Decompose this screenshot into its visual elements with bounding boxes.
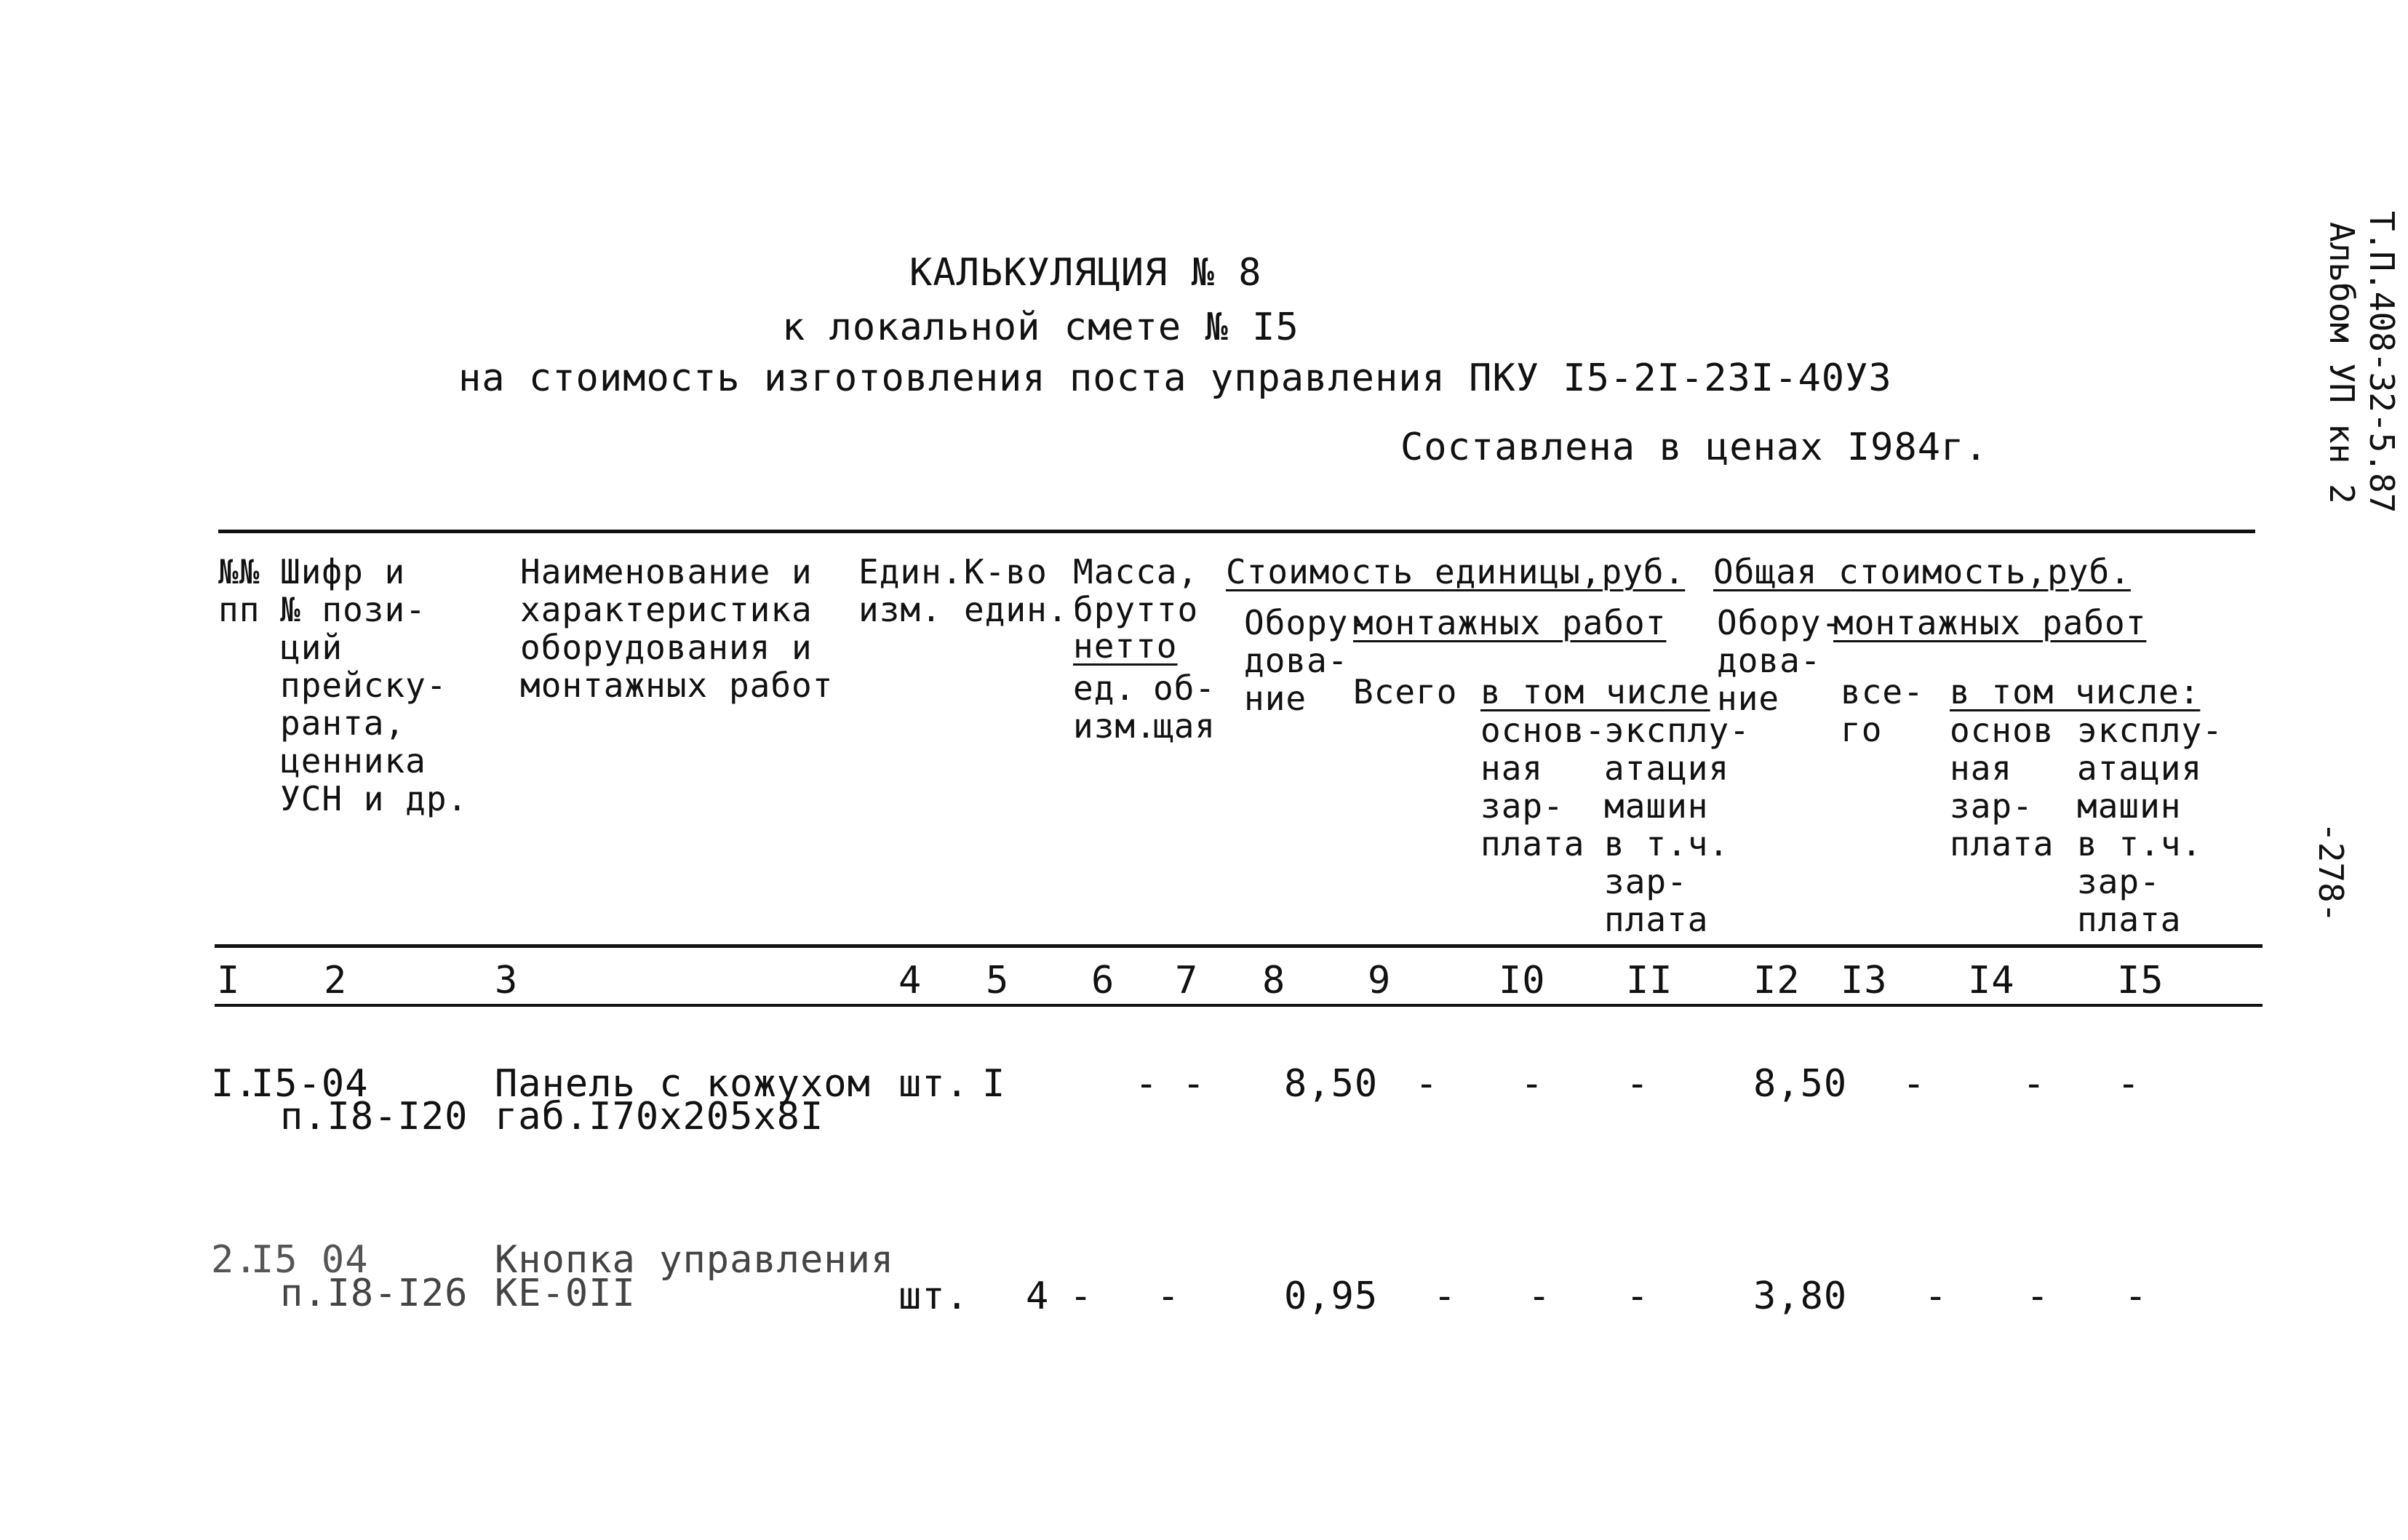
header-total-mass: об- щая (1153, 669, 1216, 746)
table-top-rule (218, 530, 2255, 533)
row-code: I5-04 (251, 1062, 369, 1106)
row-code: I5 04 (251, 1238, 369, 1282)
header-code: Шифр и № пози- ций прейску- ранта, ценника УСН и др. (280, 552, 469, 818)
header-base-salary-total: основ ная зар- плата (1950, 711, 2054, 863)
header-mass: Масса, брутто (1073, 552, 1199, 629)
col-num-4: 4 (898, 959, 922, 1002)
col-num-10: I0 (1499, 959, 1546, 1002)
row-equipment-unit-cost: 0,95 (1284, 1274, 1379, 1318)
row-code-position: п.I8-I26 (280, 1272, 469, 1315)
header-including-unit: в том числе (1480, 672, 1710, 711)
col-num-12: I2 (1753, 959, 1801, 1002)
col-num-5: 5 (986, 959, 1010, 1002)
page-number-margin: -278- (2311, 822, 2351, 923)
row-machine-ops-total: - (2117, 1062, 2141, 1106)
row-machine-ops-unit: - (1626, 1062, 1650, 1106)
row-mounting-total-unit: - (1433, 1274, 1457, 1318)
header-equipment-total: Обору- дова- ние (1717, 603, 1843, 718)
row-mounting-total: - (1924, 1274, 1948, 1318)
row-unit: шт. (898, 1274, 969, 1318)
header-mounting-total: монтажных работ (1833, 603, 2147, 642)
row-machine-ops-total: - (2124, 1274, 2148, 1318)
col-num-7: 7 (1175, 959, 1199, 1002)
row-mass-unit: - (1069, 1274, 1093, 1318)
row-name: Кнопка управления (495, 1238, 895, 1282)
row-number: 2. (211, 1238, 258, 1282)
row-mass-total: - (1157, 1274, 1181, 1318)
col-num-8: 8 (1262, 959, 1286, 1002)
document-title: КАЛЬКУЛЯЦИЯ № 8 (909, 251, 1262, 295)
row-base-salary-total: - (2022, 1062, 2046, 1106)
row-equipment-total-cost: 8,50 (1753, 1062, 1848, 1106)
col-num-1: I (217, 959, 241, 1002)
row-quantity: I (982, 1062, 1006, 1106)
row-base-salary-unit: - (1520, 1062, 1544, 1106)
header-total-total: все- го (1841, 672, 1924, 749)
header-total-unit: Всего (1353, 672, 1458, 711)
column-numbers-rule (215, 1004, 2263, 1007)
document-subtitle: к локальной смете № I5 (782, 306, 1299, 349)
header-base-salary-unit: основ- ная зар- плата (1480, 711, 1606, 863)
album-margin: Альбом УП кн 2 (2322, 222, 2361, 504)
col-num-13: I3 (1841, 959, 1888, 1002)
header-unit-cost: Стоимость единицы,руб. (1226, 552, 1686, 591)
row-unit: шт. (898, 1062, 969, 1106)
row-mounting-total: - (1902, 1062, 1926, 1106)
header-equipment-unit: Обору- дова- ние (1244, 603, 1370, 718)
col-num-3: 3 (495, 959, 519, 1002)
row-mounting-total-unit: - (1415, 1062, 1439, 1106)
col-num-14: I4 (1968, 959, 2015, 1002)
header-bottom-rule (215, 944, 2263, 948)
row-equipment-total-cost: 3,80 (1753, 1274, 1848, 1318)
row-base-salary-total: - (2026, 1274, 2050, 1318)
header-machine-ops-unit: эксплу- атация машин в т.ч. зар- плата (1604, 711, 1750, 939)
project-code-margin: Т.П.408-32-5.87 (2362, 211, 2401, 514)
row-mass-unit: - (1135, 1062, 1159, 1106)
row-equipment-unit-cost: 8,50 (1284, 1062, 1379, 1106)
row-number: I. (211, 1062, 258, 1106)
row-name-detail: габ.I70х205х8I (495, 1095, 824, 1138)
row-name: Панель с кожухом (495, 1062, 871, 1106)
row-base-salary-unit: - (1528, 1274, 1552, 1318)
header-unit: Един. изм. (858, 552, 963, 629)
col-num-15: I5 (2117, 959, 2164, 1002)
col-num-9: 9 (1368, 959, 1392, 1002)
col-num-11: II (1626, 959, 1673, 1002)
header-netto: нетто (1073, 626, 1178, 666)
price-basis-note: Составлена в ценах I984г. (1400, 426, 1988, 469)
header-mounting-unit: монтажных работ (1353, 603, 1667, 642)
header-quantity: К-во един. (964, 552, 1069, 629)
header-row-number: №№ пп (218, 552, 260, 629)
row-quantity: 4 (1026, 1274, 1050, 1318)
header-unit-measure: ед. изм. (1073, 669, 1157, 746)
row-code-position: п.I8-I20 (280, 1095, 469, 1138)
header-name: Наименование и характеристика оборудования и монтажных работ (520, 552, 834, 705)
col-num-2: 2 (324, 959, 348, 1002)
document-purpose: на стоимость изготовления поста управления ПКУ I5-2I-23I-40УЗ (458, 356, 1892, 400)
header-including-total: в том числе: (1950, 672, 2201, 711)
row-machine-ops-unit: - (1626, 1274, 1650, 1318)
row-name-detail: КЕ-0II (495, 1272, 636, 1315)
header-machine-ops-total: эксплу- атация машин в т.ч. зар- плата (2077, 711, 2223, 939)
row-mass-total: - (1182, 1062, 1206, 1106)
col-num-6: 6 (1091, 959, 1115, 1002)
header-total-cost: Общая стоимость,руб. (1713, 552, 2131, 591)
